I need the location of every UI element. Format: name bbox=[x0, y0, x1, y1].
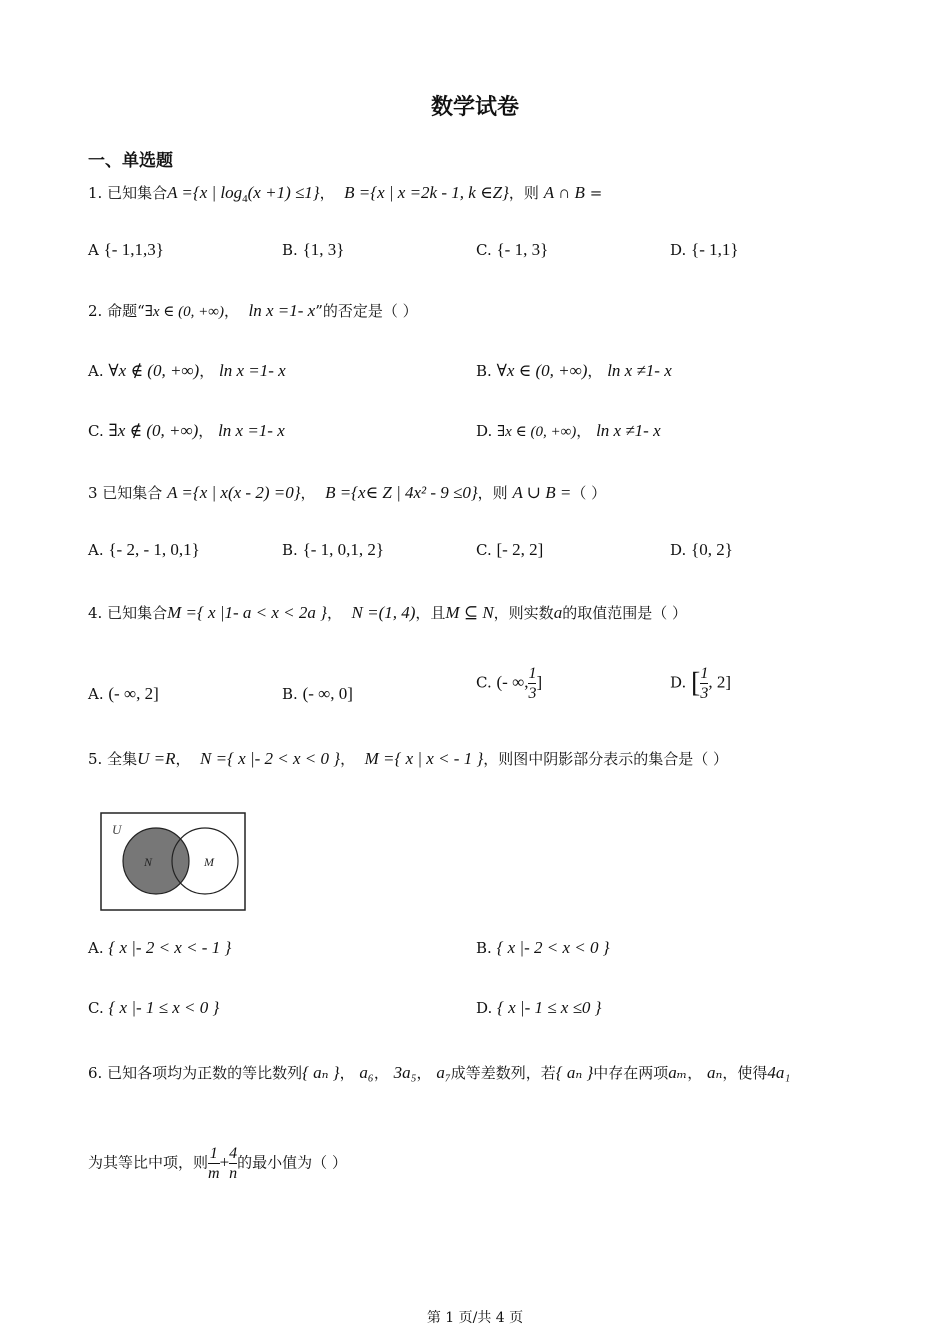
q1-set-a: A ={x | log bbox=[167, 183, 243, 202]
q5-option-c[interactable] bbox=[88, 998, 219, 1018]
option-label: A bbox=[88, 241, 99, 259]
option-label: A. bbox=[88, 685, 104, 703]
option-value: { x |- 1 ≤ x ≤0 } bbox=[497, 998, 602, 1017]
q3-set-b: B ={x∈ Z | 4x² - 9 ≤0} bbox=[325, 483, 478, 502]
option-value: {- 1, 3} bbox=[496, 240, 549, 259]
q2-quantifier: ∃x ∈ (0, +∞) bbox=[144, 304, 224, 320]
q6-sep2: ， bbox=[373, 1064, 389, 1082]
q3-tail2: （ ） bbox=[571, 484, 607, 502]
option-label: A. bbox=[88, 541, 104, 559]
option-label: B. bbox=[282, 685, 298, 703]
venn-diagram bbox=[100, 812, 248, 912]
q5-sep2: ， bbox=[340, 750, 356, 768]
fraction-denominator: 3 bbox=[528, 685, 537, 702]
q2-sep: ， bbox=[223, 302, 239, 320]
q6-sep3: ， bbox=[416, 1064, 432, 1082]
option-value-prefix: (- ∞, bbox=[496, 672, 529, 692]
q1-eq: = bbox=[589, 184, 603, 202]
option-sep: ， bbox=[576, 422, 592, 440]
page-title: 数学试卷 bbox=[430, 95, 519, 120]
q6-term-4a1: 4a₁ bbox=[767, 1063, 791, 1082]
option-value: {1, 3} bbox=[302, 240, 345, 259]
question-6 bbox=[88, 1062, 790, 1083]
q5-tail: ，则图中阴影部分表示的集合是（ ） bbox=[483, 750, 729, 768]
q4-set-m: M ={ x |1- a < x < 2a } bbox=[167, 603, 327, 622]
q4-option-a[interactable] bbox=[88, 684, 159, 704]
venn-set-n bbox=[123, 828, 189, 894]
venn-n-label: N bbox=[144, 855, 153, 869]
option-value: { x |- 1 ≤ x < 0 } bbox=[108, 998, 220, 1017]
q3-tail: ，则 bbox=[477, 484, 508, 502]
option-value: (- ∞, 2] bbox=[108, 684, 159, 703]
option-value: { x |- 2 < x < 0 } bbox=[496, 938, 610, 957]
q4-set-n: N =(1, 4) bbox=[351, 603, 416, 622]
q1-sep: ， bbox=[319, 184, 335, 202]
q6-term-an: aₙ bbox=[707, 1063, 723, 1082]
option-label: B. bbox=[476, 939, 492, 957]
q4-tail2: 的取值范围是（ ） bbox=[562, 604, 687, 622]
q1-option-b[interactable] bbox=[282, 240, 344, 260]
option-value: (- ∞, 0] bbox=[302, 684, 353, 703]
q6-sep: ， bbox=[339, 1064, 355, 1082]
question-6-line-2 bbox=[88, 1144, 347, 1183]
option-quantifier: ∀x ∉ (0, +∞) bbox=[108, 361, 200, 380]
question-2 bbox=[88, 300, 418, 321]
q3-lead: 3 已知集合 bbox=[88, 484, 163, 502]
q1-option-c[interactable] bbox=[476, 240, 548, 260]
venn-m-label: M bbox=[204, 855, 214, 869]
q2-option-c[interactable] bbox=[88, 420, 285, 441]
q5-universe: U =R bbox=[137, 749, 176, 768]
q3-option-c[interactable] bbox=[476, 540, 543, 560]
option-label: D. bbox=[670, 673, 687, 692]
q4-option-c[interactable] bbox=[476, 664, 542, 703]
option-label: D. bbox=[670, 541, 687, 559]
option-value: {- 2, - 1, 0,1} bbox=[108, 540, 200, 559]
fraction-numerator: 1 bbox=[700, 665, 709, 682]
q1-lead: 1. 已知集合 bbox=[88, 184, 168, 202]
option-value-prefix: [ bbox=[691, 667, 701, 699]
q6-term-am: aₘ bbox=[668, 1063, 688, 1082]
q2-option-d[interactable] bbox=[476, 420, 661, 441]
option-label: A. bbox=[88, 362, 104, 380]
option-value-suffix: ] bbox=[536, 672, 543, 692]
option-value: [- 2, 2] bbox=[496, 540, 544, 559]
q6-fraction-1 bbox=[208, 1144, 220, 1183]
question-5 bbox=[88, 748, 728, 769]
q6-line2: 为其等比中项，则 bbox=[88, 1153, 209, 1172]
q3-option-d[interactable] bbox=[670, 540, 733, 560]
option-predicate: ln x ≠1- x bbox=[596, 421, 661, 440]
option-quantifier: ∃x ∉ (0, +∞) bbox=[108, 421, 199, 440]
option-label: A. bbox=[88, 939, 104, 957]
page-footer: 第 1 页/共 4 页 bbox=[426, 1310, 524, 1326]
q5-option-b[interactable] bbox=[476, 938, 610, 958]
q1-option-a[interactable] bbox=[88, 240, 164, 260]
question-3 bbox=[88, 482, 606, 503]
q6-mid3: ，使得 bbox=[722, 1064, 768, 1082]
option-label: B. bbox=[282, 541, 298, 559]
option-value: { x |- 2 < x < - 1 } bbox=[108, 938, 232, 957]
fraction-denominator: n bbox=[229, 1165, 238, 1182]
q1-set-a-rest: (x +1) ≤1} bbox=[247, 183, 320, 202]
q1-option-d[interactable] bbox=[670, 240, 739, 260]
q1-log-base: 4 bbox=[242, 193, 248, 205]
q4-mid: ，且 bbox=[415, 604, 446, 622]
option-label: C. bbox=[476, 541, 492, 559]
q5-sep: ， bbox=[175, 750, 191, 768]
option-value: {- 1,1,3} bbox=[103, 240, 164, 259]
option-quantifier: ∀x ∈ (0, +∞) bbox=[496, 361, 588, 380]
q3-sep: ， bbox=[300, 484, 316, 502]
option-value: {0, 2} bbox=[691, 540, 733, 559]
section-heading: 一、单选题 bbox=[88, 151, 173, 171]
option-label: C. bbox=[88, 999, 104, 1017]
option-label: D. bbox=[476, 422, 493, 440]
venn-universe-label: U bbox=[112, 822, 122, 837]
option-label: D. bbox=[476, 999, 493, 1017]
q3-expr: A ∪ B = bbox=[512, 483, 572, 502]
q4-option-b[interactable] bbox=[282, 684, 353, 704]
q2-option-a[interactable] bbox=[88, 360, 286, 381]
option-predicate: ln x ≠1- x bbox=[607, 361, 672, 380]
q6-sequence: { aₙ } bbox=[302, 1063, 340, 1082]
option-label: C. bbox=[476, 241, 492, 259]
option-quantifier: ∃x ∈ (0, +∞) bbox=[497, 424, 577, 440]
option-label: B. bbox=[476, 362, 492, 380]
q2-option-b[interactable] bbox=[476, 360, 672, 381]
fraction-numerator: 1 bbox=[528, 665, 537, 682]
question-4 bbox=[88, 602, 687, 623]
q4-sep: ， bbox=[326, 604, 342, 622]
q5-option-d[interactable] bbox=[476, 998, 601, 1018]
q4-variable: a bbox=[553, 603, 563, 622]
q6-fraction-2 bbox=[229, 1144, 237, 1183]
q6-tail: 的最小值为（ ） bbox=[237, 1153, 347, 1172]
option-value: {- 1,1} bbox=[691, 240, 739, 259]
option-value: {- 1, 0,1, 2} bbox=[302, 540, 385, 559]
option-sep: ， bbox=[199, 362, 215, 380]
option-predicate: ln x =1- x bbox=[219, 361, 286, 380]
q6-sequence-2: { aₙ } bbox=[555, 1063, 594, 1082]
q6-term-a7: a₇ bbox=[436, 1063, 451, 1082]
q4-tail: ，则实数 bbox=[493, 604, 554, 622]
q1-expr: A ∩ B bbox=[543, 183, 585, 202]
fraction-denominator: 3 bbox=[700, 685, 709, 702]
q4-lead: 4. 已知集合 bbox=[88, 604, 168, 622]
q5-set-n: N ={ x |- 2 < x < 0 } bbox=[200, 749, 341, 768]
q3-option-b[interactable] bbox=[282, 540, 384, 560]
fraction-denominator: m bbox=[208, 1165, 220, 1182]
option-value-suffix: , 2] bbox=[708, 672, 732, 692]
q6-mid: 成等差数列，若 bbox=[450, 1064, 556, 1082]
q5-set-m: M ={ x | x < - 1 } bbox=[364, 749, 484, 768]
q5-lead: 5. 全集 bbox=[88, 750, 138, 768]
fraction-numerator: 4 bbox=[229, 1145, 238, 1162]
option-label: D. bbox=[670, 241, 687, 259]
q6-mid2: 中存在两项 bbox=[593, 1064, 669, 1082]
question-1 bbox=[88, 182, 602, 205]
q5-option-a[interactable] bbox=[88, 938, 231, 958]
q2-predicate: ln x =1- x bbox=[248, 301, 316, 320]
option-sep: ， bbox=[587, 362, 603, 380]
option-predicate: ln x =1- x bbox=[218, 421, 285, 440]
option-label: B. bbox=[282, 241, 298, 259]
option-label: C. bbox=[476, 673, 492, 692]
q6-plus: + bbox=[219, 1152, 230, 1172]
q6-sep4: ， bbox=[687, 1064, 703, 1082]
option-sep: ， bbox=[198, 422, 214, 440]
q1-tail: ，则 bbox=[508, 184, 539, 202]
fraction-numerator: 1 bbox=[209, 1145, 218, 1162]
q3-option-a[interactable] bbox=[88, 540, 200, 560]
q1-set-b: B ={x | x =2k - 1, k ∈Z} bbox=[344, 183, 509, 202]
q4-condition: M ⊆ N bbox=[445, 603, 494, 622]
option-label: C. bbox=[88, 422, 104, 440]
q4-option-d[interactable] bbox=[670, 664, 731, 703]
q6-lead: 6. 已知各项均为正数的等比数列 bbox=[88, 1064, 303, 1082]
q6-term-3a5: 3a₅ bbox=[393, 1063, 417, 1082]
q3-set-a: A ={x | x(x - 2) =0} bbox=[167, 483, 301, 502]
q6-term-a6: a₆ bbox=[359, 1063, 374, 1082]
q2-tail: ”的否定是（ ） bbox=[315, 302, 418, 320]
q2-lead: 2. 命题“ bbox=[88, 302, 145, 320]
